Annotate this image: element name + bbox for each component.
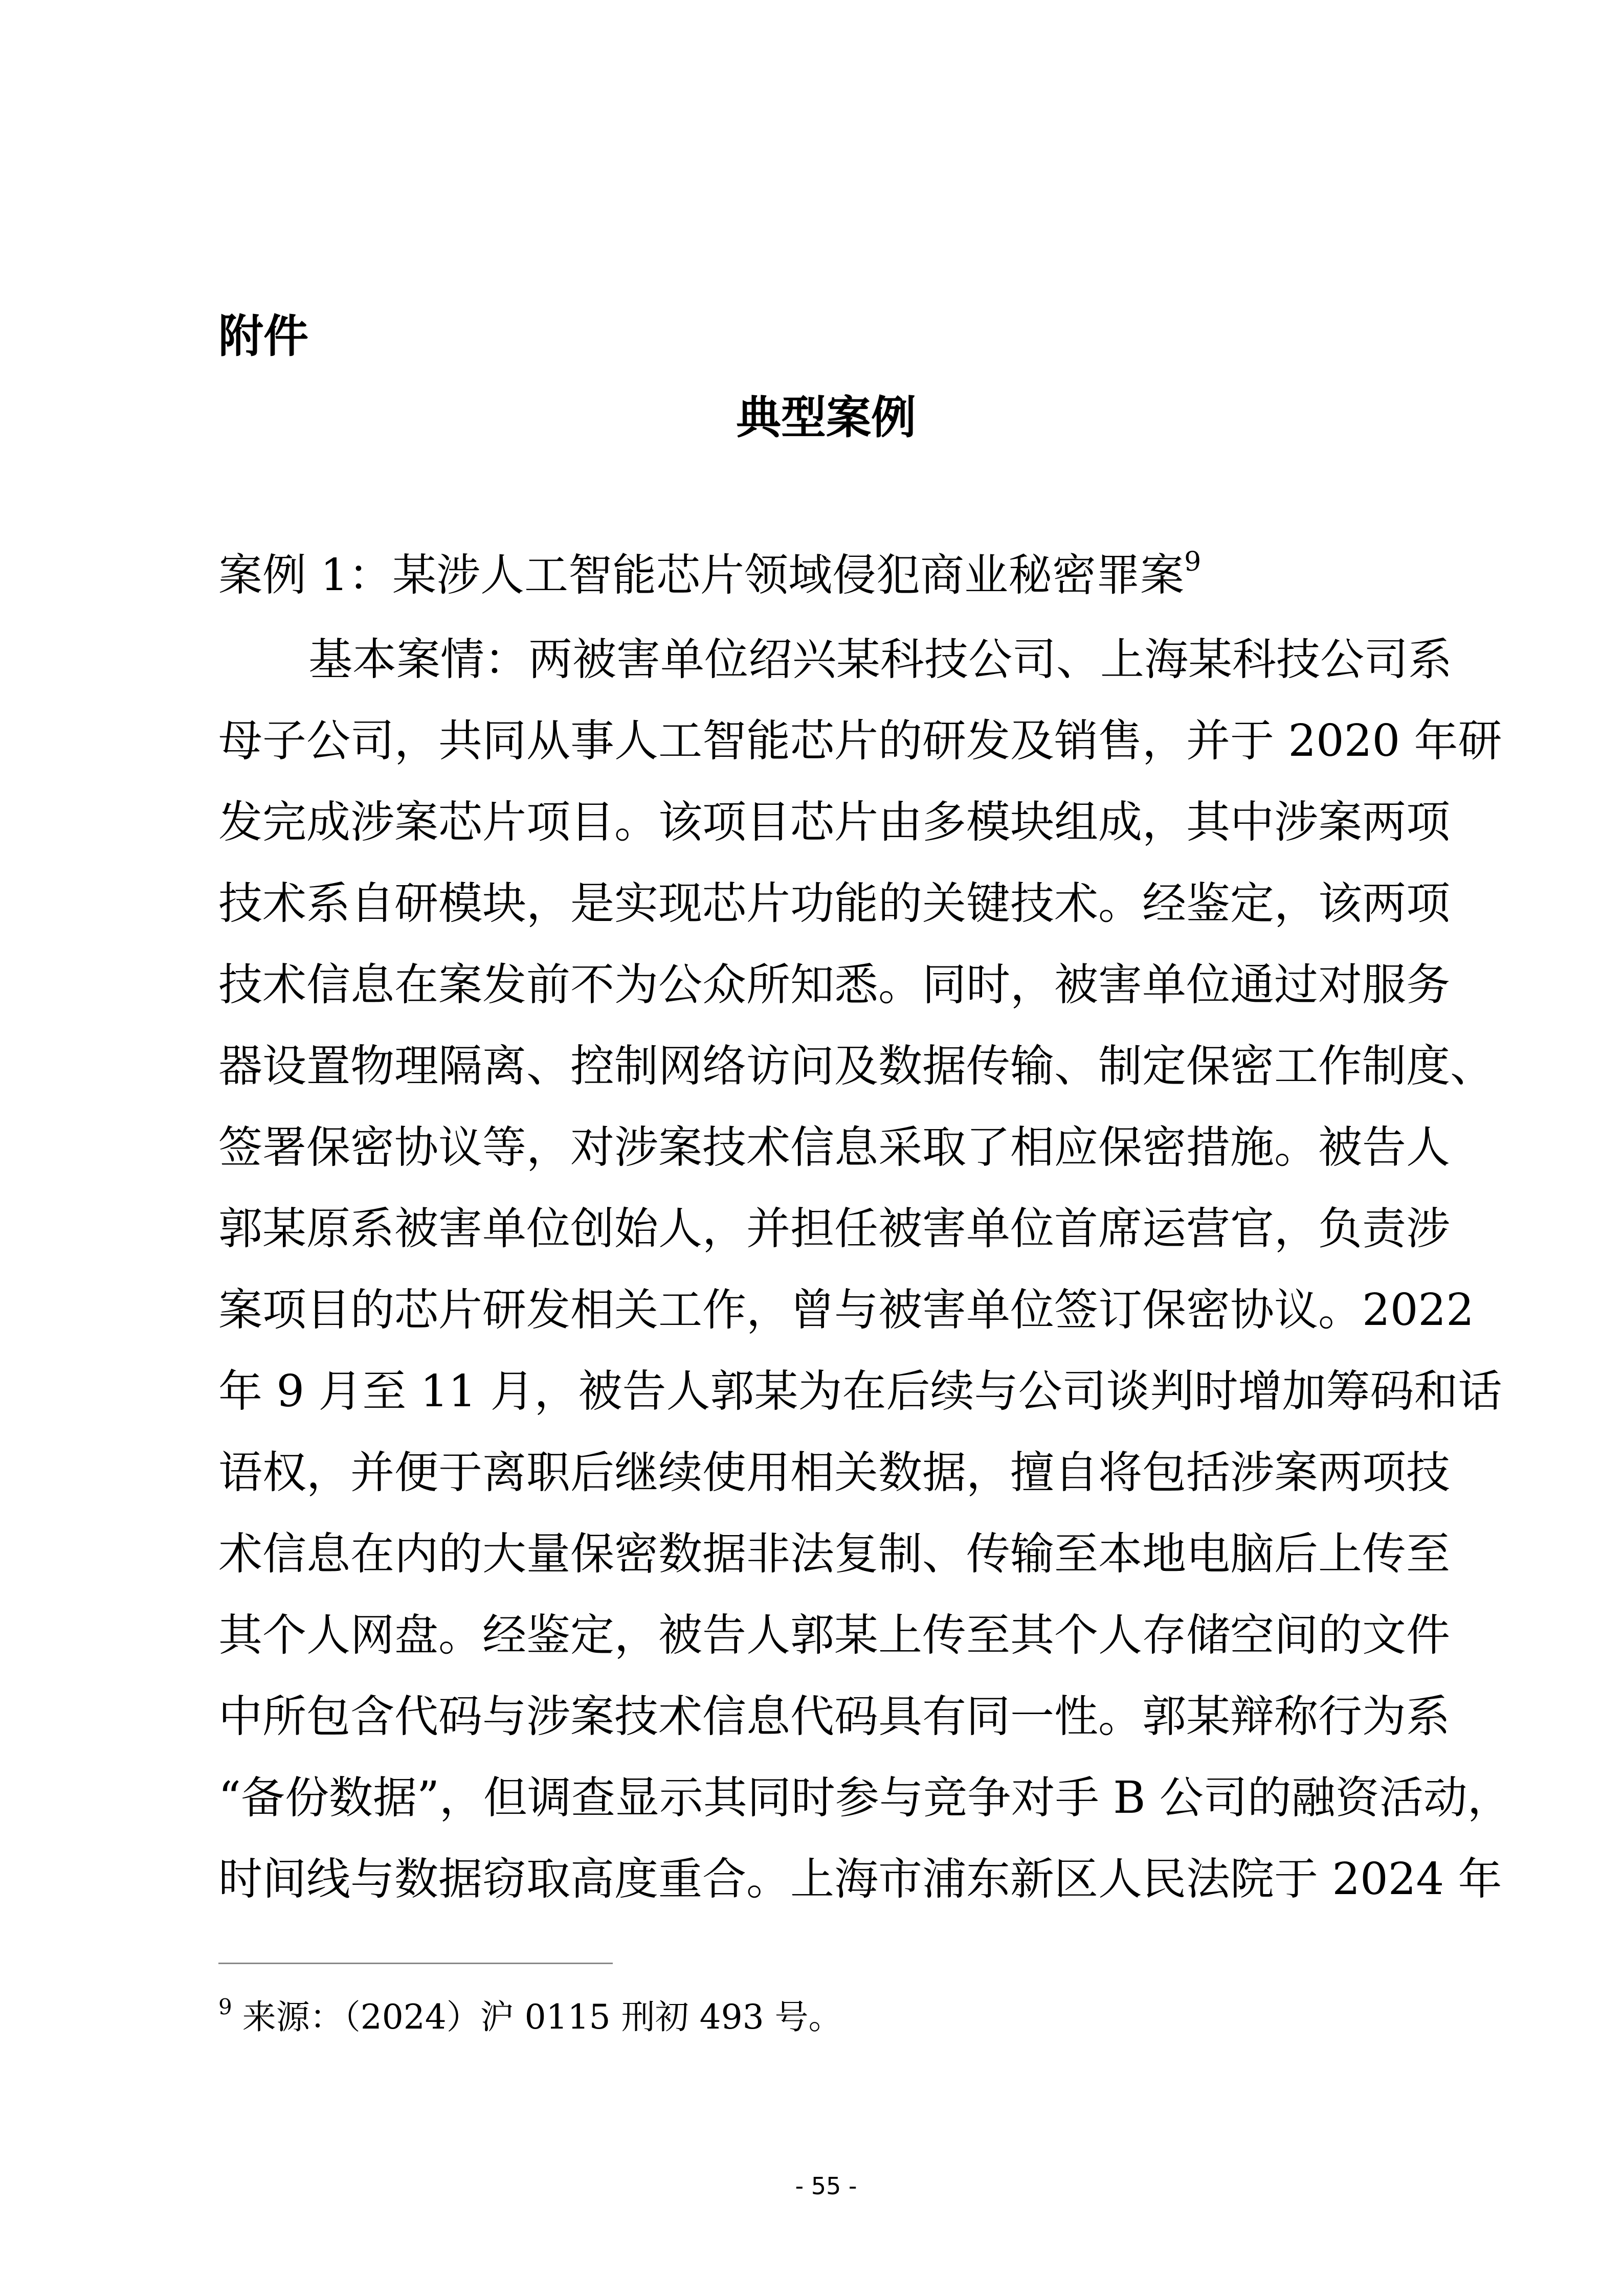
case-heading — [218, 545, 1201, 606]
body-line: 术信息在内的大量保密数据非法复制、传输至本地电脑后上传至 — [218, 1528, 1450, 1580]
body-line: 中所包含代码与涉案技术信息代码具有同一性。郭某辩称行为系 — [218, 1691, 1450, 1742]
body-line: 语权，并便于离职后继续使用相关数据，擅自将包括涉案两项技 — [218, 1447, 1450, 1498]
footnote-ref[interactable]: 9 — [1184, 547, 1202, 577]
body-line: 案项目的芯片研发相关工作，曾与被害单位签订保密协议。2022 — [218, 1285, 1474, 1336]
footnote-divider — [218, 1963, 613, 1964]
body-line: “备份数据”，但调查显示其同时参与竞争对手 B 公司的融资活动， — [218, 1772, 1511, 1824]
body-line: 技术信息在案发前不为公众所知悉。同时，被害单位通过对服务 — [218, 959, 1450, 1010]
body-line: 签署保密协议等，对涉案技术信息采取了相应保密措施。被告人 — [218, 1122, 1450, 1173]
case-heading-text: 案例 1：某涉人工智能芯片领域侵犯商业秘密罪案 — [218, 550, 1185, 601]
footnote-mark: 9 — [218, 1994, 232, 2019]
body-line: 发完成涉案芯片项目。该项目芯片由多模块组成，其中涉案两项 — [218, 797, 1450, 848]
body-line: 器设置物理隔离、控制网络访问及数据传输、制定保密工作制度、 — [218, 1041, 1494, 1092]
annex-label: 附件 — [218, 310, 309, 363]
body-line: 郭某原系被害单位创始人，并担任被害单位首席运营官，负责涉 — [218, 1203, 1450, 1254]
body-line: 其个人网盘。经鉴定，被告人郭某上传至其个人存储空间的文件 — [218, 1610, 1450, 1661]
body-line: 基本案情：两被害单位绍兴某科技公司、上海某科技公司系 — [308, 634, 1452, 685]
footnote-text: 来源：（2024）沪 0115 刑初 493 号。 — [242, 1997, 842, 2037]
body-line: 年 9 月至 11 月，被告人郭某为在后续与公司谈判时增加筹码和话 — [218, 1366, 1502, 1417]
body-line: 母子公司，共同从事人工智能芯片的研发及销售，并于 2020 年研 — [218, 715, 1502, 767]
body-line: 技术系自研模块，是实现芯片功能的关键技术。经鉴定，该两项 — [218, 878, 1450, 929]
page-number: - 55 - — [795, 2172, 857, 2200]
body-line: 时间线与数据窃取高度重合。上海市浦东新区人民法院于 2024 年 — [218, 1854, 1502, 1905]
footnote — [218, 1994, 842, 2040]
page-title: 典型案例 — [736, 391, 916, 444]
